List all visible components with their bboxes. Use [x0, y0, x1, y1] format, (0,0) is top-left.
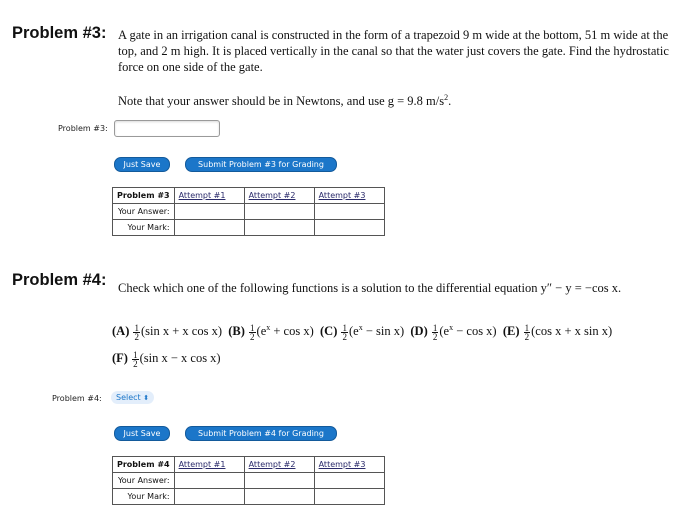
your-mark-label: Your Mark: — [113, 220, 175, 236]
attempt-2-link[interactable]: Attempt #2 — [244, 188, 314, 204]
table-cell — [174, 489, 244, 505]
problem-3-note — [118, 90, 451, 109]
table-cell — [314, 489, 384, 505]
table-row — [113, 204, 385, 220]
table-cell — [314, 220, 384, 236]
option-c-end: − sin x) — [362, 324, 405, 339]
table-header-row — [113, 188, 385, 204]
option-c-label: (C) — [320, 324, 338, 339]
option-d-end: − cos x) — [453, 324, 497, 339]
problem-3-note-sup: 2 — [444, 93, 449, 102]
fraction-half — [432, 324, 439, 341]
problem-4-attempts-table — [112, 456, 385, 505]
frac-den: 2 — [432, 331, 438, 342]
problem-4-heading: Problem #4: — [12, 271, 107, 289]
frac-num: 1 — [524, 322, 530, 333]
frac-den: 2 — [133, 358, 138, 369]
table-cell — [174, 220, 244, 236]
table-corner: Problem #3 — [113, 188, 175, 204]
problem-3-note-text: Note that your answer should be in Newtons, and use g = 9.8 m/s — [118, 94, 445, 109]
problem-4-answer-select[interactable] — [111, 391, 154, 404]
fraction-half — [132, 351, 139, 368]
option-f-expr: (sin x − x cos x) — [139, 351, 221, 365]
problem-4-just-save-button[interactable]: Just Save — [114, 426, 170, 441]
attempt-2-link[interactable]: Attempt #2 — [244, 457, 314, 473]
your-answer-label: Your Answer: — [113, 204, 175, 220]
table-cell — [244, 220, 314, 236]
option-f-label: (F) — [112, 351, 128, 365]
frac-num: 1 — [250, 322, 255, 333]
frac-num: 1 — [134, 322, 139, 333]
table-row — [113, 489, 385, 505]
table-cell — [244, 204, 314, 220]
problem-3-text-line-3: force on one side of the gate. — [118, 60, 263, 74]
table-header-row — [113, 457, 385, 473]
frac-den: 2 — [134, 331, 139, 342]
attempt-1-link[interactable]: Attempt #1 — [174, 188, 244, 204]
select-updown-icon: ⬍ — [143, 394, 150, 402]
frac-num: 1 — [133, 349, 138, 360]
problem-4-answer-label: Problem #4: — [52, 394, 102, 403]
problem-3-submit-button[interactable]: Submit Problem #3 for Grading — [185, 157, 337, 172]
option-b-sup: x — [266, 323, 271, 332]
frac-den: 2 — [524, 331, 530, 342]
problem-3-attempts-table — [112, 187, 385, 236]
select-value: Select — [116, 393, 141, 402]
option-e-expr: (cos x + x sin x) — [531, 324, 613, 339]
fraction-half — [249, 324, 256, 341]
option-d-sup: x — [449, 323, 454, 332]
option-b-label: (B) — [228, 324, 245, 339]
problem-3-note-end: . — [448, 94, 452, 109]
your-mark-label: Your Mark: — [113, 489, 175, 505]
option-d-label: (D) — [410, 324, 428, 339]
option-c-sup: x — [358, 323, 363, 332]
problem-3-heading: Problem #3: — [12, 24, 107, 42]
problem-3-text — [118, 27, 693, 75]
table-row — [113, 473, 385, 489]
frac-den: 2 — [250, 331, 255, 342]
problem-4-text: Check which one of the following functions is a solution to the differential equation y″ − y = −cos x. — [118, 281, 622, 295]
problem-3-just-save-button[interactable]: Just Save — [114, 157, 170, 172]
table-cell — [314, 204, 384, 220]
frac-num: 1 — [432, 322, 438, 333]
option-a-label: (A) — [112, 324, 130, 339]
option-c-expr: (e — [348, 324, 359, 339]
table-cell — [244, 489, 314, 505]
attempt-3-link[interactable]: Attempt #3 — [314, 188, 384, 204]
problem-3-answer-input[interactable] — [114, 120, 220, 137]
table-corner: Problem #4 — [113, 457, 175, 473]
problem-4-submit-button[interactable]: Submit Problem #4 for Grading — [185, 426, 337, 441]
fraction-half — [341, 324, 348, 341]
fraction-half — [133, 324, 140, 341]
problem-3-answer-label: Problem #3: — [58, 124, 108, 133]
table-cell — [244, 473, 314, 489]
your-answer-label: Your Answer: — [113, 473, 175, 489]
option-a-expr: (sin x + x cos x) — [140, 324, 222, 339]
problem-4-options-row-1 — [112, 320, 612, 341]
problem-4-options-row-2 — [112, 350, 221, 368]
option-e-label: (E) — [502, 324, 520, 339]
option-d-expr: (e — [439, 324, 450, 339]
option-b-expr: (e — [256, 324, 267, 339]
problem-3-text-line-1: A gate in an irrigation canal is constructed in the form of a trapezoid 9 m wide at the bottom, 51 m wide at the — [118, 28, 669, 42]
table-cell — [174, 204, 244, 220]
table-row — [113, 220, 385, 236]
option-b-end: + cos x) — [270, 324, 314, 339]
problem-3-text-line-2: top, and 2 m high. It is placed vertically in the canal so that the water just covers the gate. Find the hydrostatic — [118, 44, 669, 58]
table-cell — [314, 473, 384, 489]
attempt-1-link[interactable]: Attempt #1 — [174, 457, 244, 473]
table-cell — [174, 473, 244, 489]
frac-num: 1 — [342, 322, 347, 333]
attempt-3-link[interactable]: Attempt #3 — [314, 457, 384, 473]
fraction-half — [524, 324, 531, 341]
frac-den: 2 — [342, 331, 347, 342]
